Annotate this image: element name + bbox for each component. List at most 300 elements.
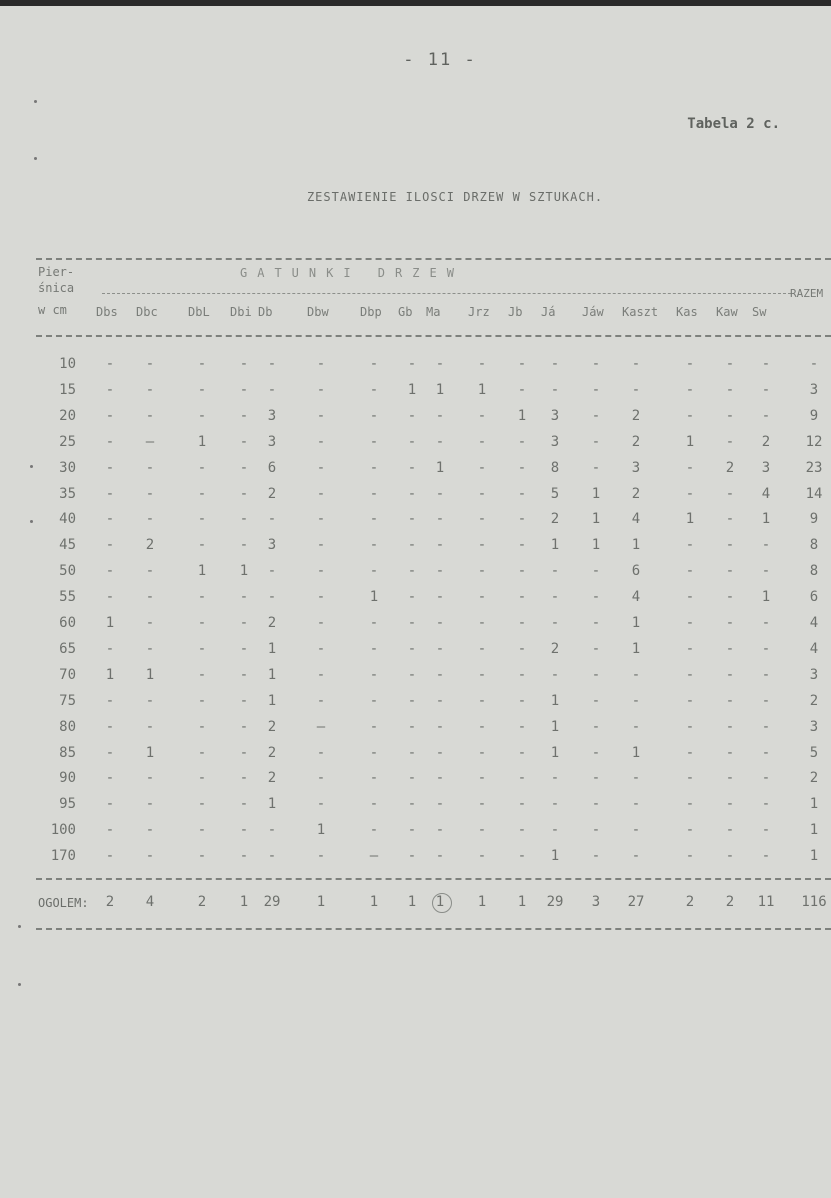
count-cell: -	[267, 848, 277, 865]
count-cell: -	[550, 381, 560, 398]
diameter-cell: 50	[59, 563, 76, 580]
count-cell: -	[517, 666, 527, 683]
table-top-rule	[36, 258, 831, 260]
count-cell: -	[197, 744, 207, 761]
count-cell: 3	[550, 433, 560, 450]
count-cell: -	[761, 563, 771, 580]
count-cell: -	[239, 459, 249, 476]
count-cell: -	[105, 848, 115, 865]
count-cell: -	[517, 615, 527, 631]
count-cell: -	[239, 744, 249, 761]
count-cell: -	[477, 615, 487, 631]
document-title: ZESTAWIENIE ILOSCI DRZEW W SZTUKACH.	[306, 190, 604, 204]
count-cell: 3	[267, 433, 277, 450]
count-cell: -	[685, 822, 695, 839]
count-cell: -	[267, 511, 277, 528]
count-cell: -	[725, 848, 735, 865]
count-cell: -	[369, 666, 379, 683]
count-cell: -	[631, 822, 641, 839]
count-cell: -	[316, 537, 326, 554]
count-cell: -	[316, 511, 326, 528]
table-row	[0, 848, 831, 868]
count-cell: -	[316, 640, 326, 657]
count-cell: -	[477, 796, 487, 813]
table-row	[0, 382, 831, 402]
count-cell: -	[239, 718, 249, 735]
count-cell: -	[435, 615, 445, 631]
count-cell: 2	[267, 485, 277, 502]
count-cell: -	[407, 511, 417, 528]
count-cell: -	[105, 796, 115, 813]
count-cell: -	[725, 692, 735, 709]
count-cell: 5	[550, 485, 560, 502]
count-cell: -	[685, 381, 695, 398]
count-cell: 1	[550, 692, 560, 709]
diameter-cell: 10	[59, 356, 76, 372]
count-cell: -	[239, 537, 249, 554]
count-cell: 1	[239, 563, 249, 580]
count-cell: -	[105, 770, 115, 787]
count-cell: -	[517, 381, 527, 398]
count-cell: -	[591, 563, 601, 580]
count-cell: -	[369, 563, 379, 580]
count-cell: -	[369, 796, 379, 813]
count-cell: 1	[631, 744, 641, 761]
count-cell: -	[239, 407, 249, 424]
count-cell: -	[239, 485, 249, 502]
count-cell: 1	[435, 459, 445, 476]
count-cell: -	[267, 589, 277, 606]
page-number: - 11 -	[403, 50, 477, 70]
count-cell: 2	[550, 640, 560, 657]
diameter-cell: 170	[50, 848, 76, 865]
count-cell: -	[239, 692, 249, 709]
count-cell: -	[591, 848, 601, 865]
count-cell: -	[435, 666, 445, 683]
count-cell: —	[369, 848, 379, 865]
count-cell: -	[316, 615, 326, 631]
row-total-cell: 3	[809, 718, 819, 735]
row-total-cell: 1	[809, 796, 819, 813]
count-cell: -	[517, 822, 527, 839]
count-cell: -	[550, 770, 560, 787]
margin-dot	[18, 925, 21, 928]
count-cell: 2	[145, 537, 155, 554]
count-cell: -	[477, 433, 487, 450]
count-cell: -	[145, 692, 155, 709]
count-cell: -	[239, 666, 249, 683]
count-cell: -	[761, 848, 771, 865]
count-cell: -	[407, 537, 417, 554]
count-cell: -	[725, 718, 735, 735]
count-cell: -	[267, 381, 277, 398]
count-cell: 1	[369, 589, 379, 606]
count-cell: -	[435, 511, 445, 528]
count-cell: -	[685, 848, 695, 865]
count-cell: -	[197, 589, 207, 606]
column-total-cell: 2	[725, 894, 735, 910]
count-cell: -	[685, 770, 695, 787]
count-cell: -	[591, 615, 601, 631]
count-cell: -	[407, 666, 417, 683]
count-cell: -	[407, 356, 417, 372]
count-cell: -	[145, 381, 155, 398]
count-cell: -	[477, 563, 487, 580]
count-cell: -	[517, 563, 527, 580]
count-cell: -	[477, 770, 487, 787]
count-cell: -	[316, 692, 326, 709]
count-cell: -	[316, 356, 326, 372]
totals-label: OGOLEM:	[38, 896, 89, 910]
count-cell: 4	[631, 589, 641, 606]
count-cell: -	[517, 433, 527, 450]
count-cell: -	[239, 796, 249, 813]
count-cell: 1	[761, 511, 771, 528]
count-cell: -	[369, 407, 379, 424]
diameter-header-2: śnica	[38, 281, 75, 295]
row-total-cell: 4	[809, 615, 819, 631]
row-total-cell: 5	[809, 744, 819, 761]
count-cell: -	[239, 615, 249, 631]
count-cell: -	[105, 459, 115, 476]
count-cell: 2	[631, 485, 641, 502]
count-cell: -	[369, 615, 379, 631]
count-cell: -	[105, 356, 115, 372]
count-cell: -	[517, 356, 527, 372]
count-cell: -	[631, 356, 641, 372]
count-cell: -	[239, 640, 249, 657]
count-cell: 1	[407, 381, 417, 398]
count-cell: -	[369, 433, 379, 450]
count-cell: -	[477, 718, 487, 735]
count-cell: -	[197, 511, 207, 528]
count-cell: -	[407, 589, 417, 606]
count-cell: -	[145, 589, 155, 606]
count-cell: 1	[267, 796, 277, 813]
count-cell: 3	[267, 407, 277, 424]
row-total-cell: 8	[809, 563, 819, 580]
count-cell: -	[145, 459, 155, 476]
row-total-cell: 3	[809, 666, 819, 683]
table-row	[0, 667, 831, 687]
diameter-cell: 55	[59, 589, 76, 606]
count-cell: 1	[145, 666, 155, 683]
count-cell: -	[761, 822, 771, 839]
count-cell: -	[145, 407, 155, 424]
row-total-cell: 9	[809, 407, 819, 424]
count-cell: 1	[145, 744, 155, 761]
species-column-header: Sw	[752, 305, 767, 319]
total-header: RAZEM	[790, 287, 824, 300]
count-cell: -	[145, 718, 155, 735]
count-cell: -	[685, 615, 695, 631]
count-cell: -	[369, 744, 379, 761]
count-cell: 3	[761, 459, 771, 476]
count-cell: -	[435, 356, 445, 372]
count-cell: -	[197, 640, 207, 657]
count-cell: -	[369, 459, 379, 476]
header-sub-rule	[102, 293, 791, 294]
count-cell: -	[105, 511, 115, 528]
species-column-header: Db	[258, 305, 273, 319]
count-cell: -	[685, 640, 695, 657]
count-cell: -	[517, 459, 527, 476]
count-cell: -	[591, 356, 601, 372]
count-cell: 1	[197, 433, 207, 450]
count-cell: -	[369, 770, 379, 787]
count-cell: -	[550, 796, 560, 813]
count-cell: -	[761, 381, 771, 398]
count-cell: -	[369, 381, 379, 398]
count-cell: -	[517, 770, 527, 787]
count-cell: -	[407, 615, 417, 631]
count-cell: -	[591, 433, 601, 450]
count-cell: -	[316, 770, 326, 787]
count-cell: -	[267, 356, 277, 372]
count-cell: -	[591, 666, 601, 683]
count-cell: -	[761, 407, 771, 424]
count-cell: -	[105, 822, 115, 839]
count-cell: -	[369, 822, 379, 839]
table-row	[0, 822, 831, 842]
count-cell: -	[631, 796, 641, 813]
count-cell: -	[435, 563, 445, 580]
diameter-header-1: Pier-	[38, 265, 75, 279]
count-cell: -	[725, 615, 735, 631]
count-cell: -	[761, 615, 771, 631]
row-total-cell: 8	[809, 537, 819, 554]
column-total-cell: 29	[546, 894, 564, 910]
count-cell: 2	[631, 433, 641, 450]
count-cell: -	[435, 822, 445, 839]
count-cell: 1	[550, 537, 560, 554]
species-column-header: Jáw	[582, 305, 604, 319]
count-cell: -	[435, 718, 445, 735]
count-cell: -	[316, 744, 326, 761]
count-cell: -	[477, 537, 487, 554]
count-cell: -	[725, 589, 735, 606]
column-total-cell: 1	[369, 894, 379, 910]
count-cell: -	[145, 640, 155, 657]
count-cell: -	[197, 692, 207, 709]
count-cell: -	[517, 537, 527, 554]
diameter-cell: 65	[59, 640, 76, 657]
count-cell: -	[197, 407, 207, 424]
count-cell: -	[685, 485, 695, 502]
count-cell: -	[407, 796, 417, 813]
count-cell: 3	[267, 537, 277, 554]
column-total-cell: 2	[197, 894, 207, 910]
count-cell: -	[477, 848, 487, 865]
diameter-cell: 70	[59, 666, 76, 683]
count-cell: 1	[477, 381, 487, 398]
count-cell: -	[631, 848, 641, 865]
count-cell: -	[477, 589, 487, 606]
count-cell: -	[435, 692, 445, 709]
count-cell: -	[197, 666, 207, 683]
count-cell: -	[725, 356, 735, 372]
count-cell: -	[197, 770, 207, 787]
count-cell: -	[407, 459, 417, 476]
species-column-header: Kaszt	[622, 305, 659, 319]
count-cell: -	[197, 848, 207, 865]
count-cell: -	[550, 356, 560, 372]
species-group-header: GATUNKI DRZEW	[240, 266, 464, 280]
count-cell: -	[369, 485, 379, 502]
row-total-cell: 2	[809, 770, 819, 787]
count-cell: 1	[685, 511, 695, 528]
header-bottom-rule	[36, 335, 831, 337]
count-cell: -	[435, 640, 445, 657]
species-column-header: Dbp	[360, 305, 382, 319]
count-cell: -	[197, 381, 207, 398]
margin-dot	[34, 100, 37, 103]
table-row	[0, 615, 831, 635]
count-cell: -	[725, 537, 735, 554]
count-cell: -	[435, 589, 445, 606]
column-total-cell: 29	[263, 894, 281, 910]
count-cell: -	[435, 770, 445, 787]
count-cell: -	[477, 692, 487, 709]
count-cell: -	[550, 822, 560, 839]
count-cell: -	[105, 407, 115, 424]
count-cell: -	[407, 433, 417, 450]
count-cell: -	[239, 433, 249, 450]
count-cell: 1	[316, 822, 326, 839]
column-total-cell: 1	[407, 894, 417, 910]
count-cell: 8	[550, 459, 560, 476]
count-cell: -	[591, 640, 601, 657]
row-total-cell: 6	[809, 589, 819, 606]
count-cell: -	[407, 822, 417, 839]
count-cell: -	[267, 563, 277, 580]
count-cell: -	[591, 796, 601, 813]
count-cell: 2	[761, 433, 771, 450]
count-cell: 1	[591, 485, 601, 502]
count-cell: 1	[685, 433, 695, 450]
count-cell: -	[517, 692, 527, 709]
count-cell: 4	[631, 511, 641, 528]
count-cell: —	[316, 718, 326, 735]
count-cell: 1	[435, 381, 445, 398]
count-cell: -	[435, 537, 445, 554]
diameter-header-3: w cm	[38, 303, 67, 317]
count-cell: -	[316, 848, 326, 865]
count-cell: -	[517, 511, 527, 528]
count-cell: -	[761, 770, 771, 787]
count-cell: -	[725, 640, 735, 657]
count-cell: -	[105, 485, 115, 502]
table-row	[0, 408, 831, 428]
row-total-cell: 4	[809, 640, 819, 657]
count-cell: -	[239, 822, 249, 839]
count-cell: -	[239, 356, 249, 372]
count-cell: -	[725, 796, 735, 813]
count-cell: -	[316, 459, 326, 476]
count-cell: -	[685, 589, 695, 606]
row-total-cell: 9	[809, 511, 819, 528]
margin-dot	[34, 157, 37, 160]
count-cell: 1	[267, 692, 277, 709]
count-cell: 2	[725, 459, 735, 476]
count-cell: -	[316, 563, 326, 580]
species-column-header: DbL	[188, 305, 210, 319]
count-cell: -	[517, 718, 527, 735]
count-cell: -	[725, 407, 735, 424]
count-cell: -	[435, 485, 445, 502]
table-row	[0, 770, 831, 790]
count-cell: -	[591, 744, 601, 761]
count-cell: -	[591, 381, 601, 398]
count-cell: -	[550, 589, 560, 606]
count-cell: -	[407, 563, 417, 580]
count-cell: 1	[197, 563, 207, 580]
count-cell: 1	[517, 407, 527, 424]
count-cell: -	[725, 770, 735, 787]
count-cell: -	[725, 563, 735, 580]
count-cell: -	[685, 459, 695, 476]
count-cell: -	[685, 744, 695, 761]
totals-top-rule	[36, 878, 831, 880]
count-cell: -	[685, 356, 695, 372]
count-cell: -	[517, 485, 527, 502]
count-cell: -	[435, 744, 445, 761]
column-total-cell: 2	[105, 894, 115, 910]
count-cell: -	[407, 718, 417, 735]
count-cell: -	[407, 407, 417, 424]
count-cell: 6	[631, 563, 641, 580]
table-row	[0, 693, 831, 713]
count-cell: -	[197, 459, 207, 476]
count-cell: -	[435, 433, 445, 450]
count-cell: -	[631, 718, 641, 735]
count-cell: -	[725, 666, 735, 683]
column-total-cell: 1	[435, 894, 445, 910]
row-total-cell: 12	[805, 433, 823, 450]
count-cell: -	[517, 848, 527, 865]
count-cell: -	[105, 433, 115, 450]
species-column-header: Dbw	[307, 305, 329, 319]
count-cell: -	[145, 356, 155, 372]
count-cell: -	[685, 692, 695, 709]
count-cell: 1	[631, 537, 641, 554]
row-total-cell: -	[809, 356, 819, 372]
count-cell: -	[517, 640, 527, 657]
column-total-cell: 3	[591, 894, 601, 910]
count-cell: 1	[591, 511, 601, 528]
count-cell: -	[145, 511, 155, 528]
scan-top-edge	[0, 0, 831, 6]
count-cell: -	[407, 640, 417, 657]
count-cell: -	[725, 433, 735, 450]
column-total-cell: 2	[685, 894, 695, 910]
species-column-header: Ma	[426, 305, 441, 319]
table-label: Tabela 2 c.	[687, 116, 780, 132]
diameter-cell: 90	[59, 770, 76, 787]
count-cell: -	[631, 770, 641, 787]
count-cell: 3	[631, 459, 641, 476]
count-cell: -	[316, 407, 326, 424]
count-cell: -	[435, 407, 445, 424]
column-total-cell: 1	[316, 894, 326, 910]
count-cell: -	[316, 666, 326, 683]
count-cell: 2	[267, 770, 277, 787]
count-cell: -	[517, 796, 527, 813]
count-cell: -	[591, 407, 601, 424]
count-cell: 1	[550, 718, 560, 735]
row-total-cell: 3	[809, 381, 819, 398]
count-cell: -	[591, 589, 601, 606]
